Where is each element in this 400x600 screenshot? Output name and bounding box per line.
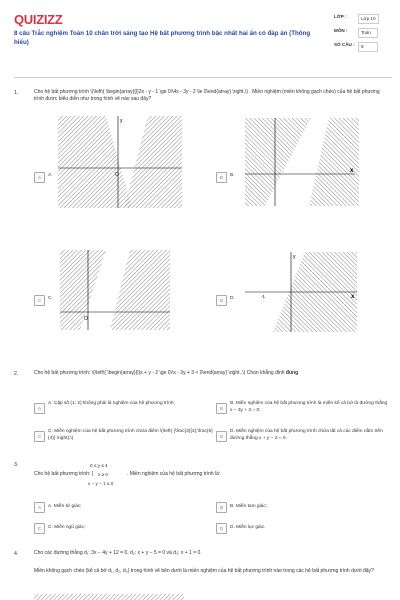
page-title: 8 câu Trắc nghiệm Toán 10 chân trời sáng tạo Hệ bất phương trình bậc nhất hai ẩn có đáp án (Thông hiểu): [14, 30, 311, 46]
option-a-chip[interactable]: A: [34, 172, 45, 183]
option-3c-label: C. Miền ngũ giác;: [48, 525, 86, 530]
worksheet-meta: [334, 14, 392, 56]
option-3d-chip[interactable]: D: [216, 523, 227, 534]
option-3a-label: A. Miền tứ giác;: [48, 504, 82, 509]
option-2c-chip[interactable]: C: [34, 431, 45, 442]
option-2a-chip[interactable]: A: [34, 403, 45, 414]
question-2-bold: đúng: [285, 370, 299, 376]
system-line-1: 0 ≤ y ≤ 4: [90, 463, 108, 468]
y-axis-label: y: [293, 254, 296, 260]
question-1-text: Cho hệ bất phương trình \(\left\{ \begin{array}{l}2x - y - 1 \ge 0\\4x - 3y - 2 \le 0\end{array} \right.\) . Miền nghiệm (miền không gạch chéo) của hệ bất phương trình được biểu diễn như trong hình vẽ nào sau đây?: [34, 89, 380, 102]
system-line-2: x ≥ 0: [98, 472, 108, 477]
question-4-number: 4.: [14, 551, 19, 557]
question-2-text: Cho hệ bất phương trình: \(\left\{ \begin{array}{l}x + y - 2 \ge 0\\x - 3y + 3 < 0\end{array} \right..\) Chọn khẳng định đúng: [34, 370, 299, 376]
graph-option-d: [245, 252, 357, 332]
question-3-number: 3.: [14, 462, 19, 468]
option-3b-chip[interactable]: B: [216, 502, 227, 513]
question-3-text-pre: Cho hệ bất phương trình: {: [34, 471, 94, 477]
option-d-label: D.: [230, 296, 235, 301]
quizizz-logo: QUIZIZZ: [14, 12, 63, 27]
option-b-chip[interactable]: B: [216, 172, 227, 183]
meta-count: SỐ CÂU : 8: [334, 42, 392, 52]
option-b-label: B.: [230, 173, 235, 178]
graph-option-c: [60, 250, 170, 330]
graph-option-a: [58, 116, 182, 208]
option-3a-chip[interactable]: A: [34, 502, 45, 513]
minus-one-label: -1: [261, 294, 266, 299]
origin-label: O: [115, 172, 119, 178]
option-3c-chip[interactable]: C: [34, 523, 45, 534]
y-axis-label: y: [120, 118, 123, 124]
question-3-text-post: . Miền nghiệm của hệ bất phương trình là:: [127, 471, 221, 477]
question-1-number: 1.: [14, 90, 19, 96]
option-d-chip[interactable]: D: [216, 295, 227, 306]
option-2a-label: A. Cặp số (1; 2) không phải là nghiệm của hệ phương trình;: [48, 401, 175, 406]
option-2d-label: D. Miền nghiệm của hệ bất phương trình chứa tất cả các điểm nằm trên đường thẳng x + y − 2 = 0.: [230, 429, 383, 441]
option-2b-label: B. Miền nghiệm của hệ bất phương trình là miền kể cả bờ là đường thẳng x − 3y + 3 = 0;: [230, 401, 388, 413]
option-3d-label: D. Miền lục giác.: [230, 525, 266, 530]
option-c-chip[interactable]: C: [34, 295, 45, 306]
x-axis-label: x: [350, 168, 354, 174]
option-a-label: A.: [48, 173, 53, 178]
option-2c-label: C. Miền nghiệm của hệ bất phương trình chứa điểm \(\left( {\frac{3}{4};\frac{5}{4}} \right);\): [48, 429, 213, 441]
graph-question-4-partial: [34, 594, 184, 600]
header-divider: [14, 77, 392, 78]
x-axis-label: x: [351, 294, 355, 300]
graph-option-b: [245, 118, 359, 206]
meta-class: LỚP : Lớp 10: [334, 14, 392, 24]
option-3b-label: B. Miền tam giác;: [230, 504, 268, 509]
system-line-3: x − y − 1 ≤ 0: [88, 481, 114, 486]
meta-subject: MÔN : Toán: [334, 28, 392, 38]
question-2-number: 2.: [14, 371, 19, 377]
question-4-text-2: Miền không gạch chéo (kể cả bờ d₁, d₂, d₃) trong hình vẽ bên dưới là miền nghiệm của hệ bất phương trình nào trong các hệ bất phương trình dưới đây?: [34, 568, 374, 574]
question-4-text: Cho các đường thẳng d₁: 3x − 4y + 12 = 0, d₂: x + y − 5 = 0 và d₃: x + 1 = 0.: [34, 550, 202, 556]
option-2b-chip[interactable]: B: [216, 403, 227, 414]
option-c-label: C.: [48, 296, 53, 301]
origin-label: O: [84, 316, 88, 322]
option-2d-chip[interactable]: D: [216, 431, 227, 442]
